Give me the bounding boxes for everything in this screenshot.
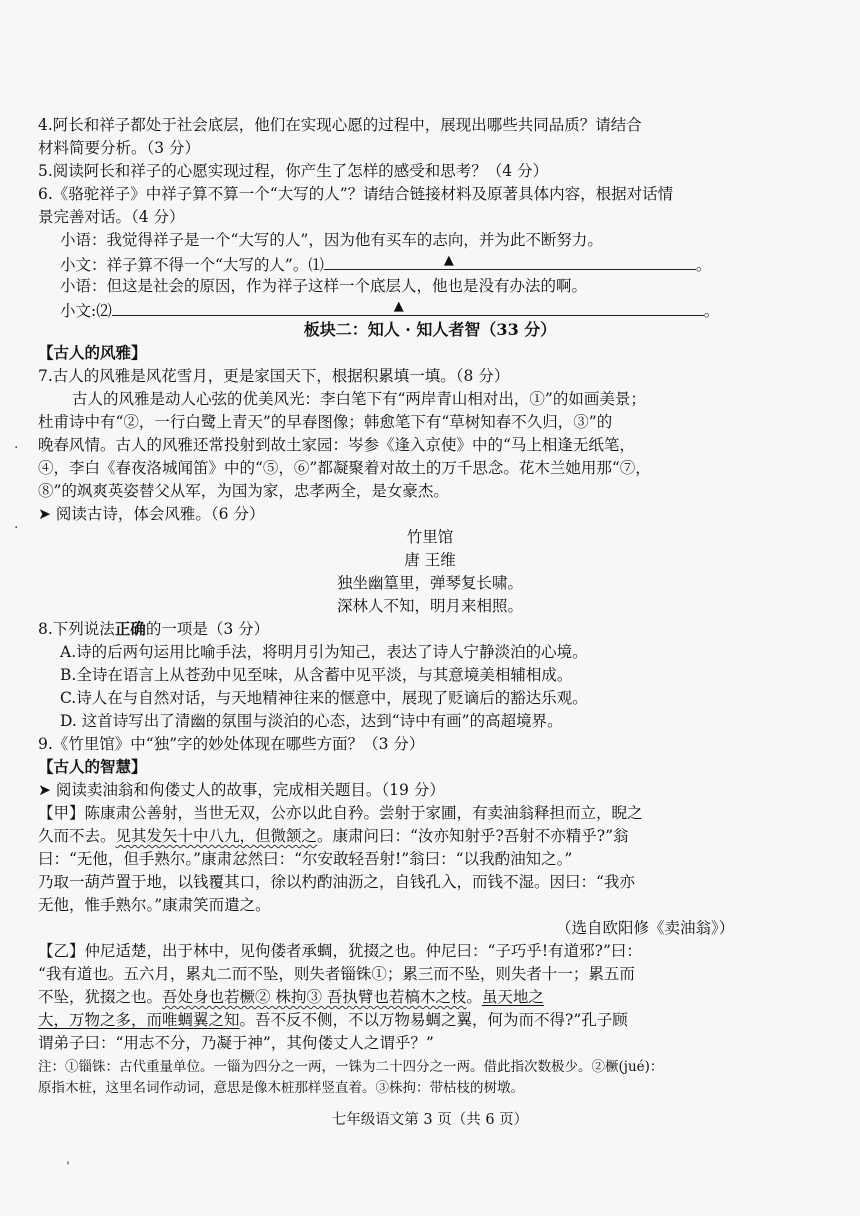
text-jia-line4: 乃取一葫芦置于地，以钱覆其口，徐以杓酌油沥之，自钱孔入，而钱不湿。因曰：“我亦 — [38, 873, 635, 891]
dialogue-xiaoyu-1: 小语：我觉得祥子是一个“大写的人”，因为他有买车的志向，并为此不断努力。 — [60, 231, 603, 249]
triangle-mark-icon: ▲ — [393, 299, 404, 314]
underlined-sentence: 吾处身也若橛② 株拘③ 吾执臂也若槁木之枝 — [162, 988, 467, 1006]
text-yi-line4 — [38, 1010, 628, 1030]
underlined-sentence: 大，万物之多，而唯蜩翼之知 — [38, 1011, 240, 1029]
poem-line-2: 深林人不知，明月来相照。 — [336, 597, 523, 615]
read-poem-instruction: ➤ 阅读古诗，体会风雅。（6 分） — [38, 505, 265, 523]
dialogue-xiaoyu-2: 小语：但这是社会的原因，作为祥子这样一个底层人，他也是没有办法的啊。 — [60, 277, 588, 295]
question-8 — [38, 619, 269, 639]
question-5: 5.阅读阿长和祥子的心愿实现过程，你产生了怎样的感受和思考？（4 分） — [38, 162, 549, 180]
option-b: B.全诗在语言上从苍劲中见至味，从含蓄中见平淡，与其意境美相辅相成。 — [60, 666, 573, 684]
text-jia-line1: 【甲】陈康肃公善射，当世无双，公亦以此自矜。尝射于家圃，有卖油翁释担而立，睨之 — [38, 804, 643, 822]
text-jia-line2 — [38, 826, 629, 846]
option-d: D. 这首诗写出了清幽的氛围与淡泊的心态，达到“诗中有画”的高超境界。 — [60, 712, 563, 730]
text-segment: 不坠，犹掇之也。 — [38, 988, 163, 1006]
text-yi-line5: 谓弟子曰：“用志不分，乃凝于神”，其佝偻丈人之谓乎？” — [38, 1034, 434, 1052]
text-yi-line3 — [38, 987, 544, 1007]
text-segment: 。康肃问曰：“汝亦知射乎?吾射不亦精乎?”翁 — [317, 827, 629, 845]
question-9: 9.《竹里馆》中“独”字的妙处体现在哪些方面？（3 分） — [38, 735, 425, 753]
answer-blank-1[interactable] — [324, 253, 696, 270]
answer-blank-2[interactable] — [112, 299, 704, 316]
dialogue-xiaowen-2 — [60, 299, 719, 321]
reading-instruction: ➤ 阅读卖油翁和佝偻丈人的故事，完成相关题目。（19 分） — [38, 781, 445, 799]
option-a: A.诗的后两句运用比喻手法，将明月引为知己，表达了诗人宁静淡泊的心境。 — [60, 643, 588, 661]
question-7-para-line4: ④，李白《春夜洛城闻笛》中的“⑤，⑥”都凝聚着对故土的万千思念。花木兰她用那“⑦， — [38, 459, 651, 477]
source-citation: （选自欧阳修《卖油翁》） — [556, 919, 735, 937]
option-c: C.诗人在与自然对话，与天地精神往来的惬意中，展现了贬谪后的豁达乐观。 — [60, 689, 588, 707]
subsection-title-zhihui: 【古人的智慧】 — [38, 757, 147, 776]
text-segment: 。吾不反不侧，不以万物易蜩之翼，何为而不得?”孔子顾 — [239, 1011, 628, 1029]
dialogue-text: 小文:⑵ — [60, 302, 112, 320]
text-yi-line2: “我有道也。五六月，累丸二而不坠，则失者锱铢①；累三而不坠，则失者十一；累五而 — [38, 965, 635, 983]
text-jia-line3: 曰：“无他，但手熟尔。”康肃忿然曰：“尔安敢轻吾射!”翁曰：“以我酌油知之。” — [38, 850, 573, 868]
question-7-para-line2: 杜甫诗中有“②，一行白鹭上青天”的早春图像；韩愈笔下有“草树知春不久归，③”的 — [38, 413, 613, 431]
text-segment: 久而不去。 — [38, 827, 116, 845]
dialogue-xiaowen-1 — [60, 253, 711, 275]
question-7-para-line3: 晚春风情。古人的风雅还常投射到故土家园：岑参《逢入京使》中的“马上相逢无纸笔， — [38, 436, 635, 454]
text-jia-line5: 无他，惟手熟尔。”康肃笑而遣之。 — [38, 896, 271, 914]
underlined-sentence: 见其发矢十中八九，但微颔之 — [115, 827, 318, 845]
underlined-sentence: 虽天地之 — [481, 988, 544, 1006]
text-segment: 。 — [466, 988, 482, 1006]
triangle-mark-icon: ▲ — [443, 253, 454, 268]
page-footer: 七年级语文第 3 页（共 6 页） — [331, 1112, 529, 1128]
question-7-para-line5: ⑧”的飒爽英姿替父从军，为国为家，忠孝两全，是女豪杰。 — [38, 482, 449, 500]
question-8-stem: 8.下列说法 — [38, 620, 115, 638]
dialogue-text: 小文：祥子算不得一个“大写的人”。⑴ — [60, 256, 324, 274]
question-6-line2: 景完善对话。（4 分） — [38, 208, 185, 226]
subsection-title-fengya: 【古人的风雅】 — [38, 343, 147, 362]
question-4-line2: 材料简要分析。（3 分） — [38, 139, 201, 157]
poem-line-1: 独坐幽篁里，弹琴复长啸。 — [336, 574, 523, 592]
section-title: 板块二：知人 · 知人者智（33 分） — [303, 320, 557, 339]
poem-author: 唐 王维 — [404, 551, 456, 569]
scan-speck: · — [14, 440, 19, 456]
footnote-line1: 注：①锱铢：古代重量单位。一锱为四分之一两，一铢为二十四分之一两。借此指次数极少。②橛(jué)： — [38, 1059, 664, 1075]
end-mark: 。 — [703, 302, 720, 320]
question-7-para-line1: 古人的风雅是动人心弦的优美风光：李白笔下有“两岸青山相对出，①”的如画美景； — [72, 390, 646, 408]
question-8-emphasis: 正确 — [114, 619, 146, 638]
scan-speck: · — [14, 520, 19, 536]
footnote-line2: 原指木桩，这里名词作动词，意思是像木桩那样竖直着。③株拘：带枯枝的树墩。 — [38, 1080, 524, 1096]
question-6-line1: 6.《骆驼祥子》中祥子算不算一个“大写的人”？请结合链接材料及原著具体内容，根据对话情 — [38, 185, 674, 203]
question-4-line1: 4.阿长和祥子都处于社会底层，他们在实现心愿的过程中，展现出哪些共同品质？请结合 — [38, 116, 642, 134]
text-yi-line1: 【乙】仲尼适楚，出于林中，见佝偻者承蜩，犹掇之也。仲尼曰：“子巧乎!有道邪?”曰： — [38, 942, 642, 960]
end-mark: 。 — [695, 256, 712, 274]
scan-speck: ˈ — [66, 1160, 70, 1176]
question-8-stem-end: 的一项是（3 分） — [145, 620, 270, 638]
poem-title: 竹里馆 — [406, 528, 454, 546]
question-7: 7.古人的风雅是风花雪月，更是家国天下，根据积累填一填。（8 分） — [38, 367, 510, 385]
